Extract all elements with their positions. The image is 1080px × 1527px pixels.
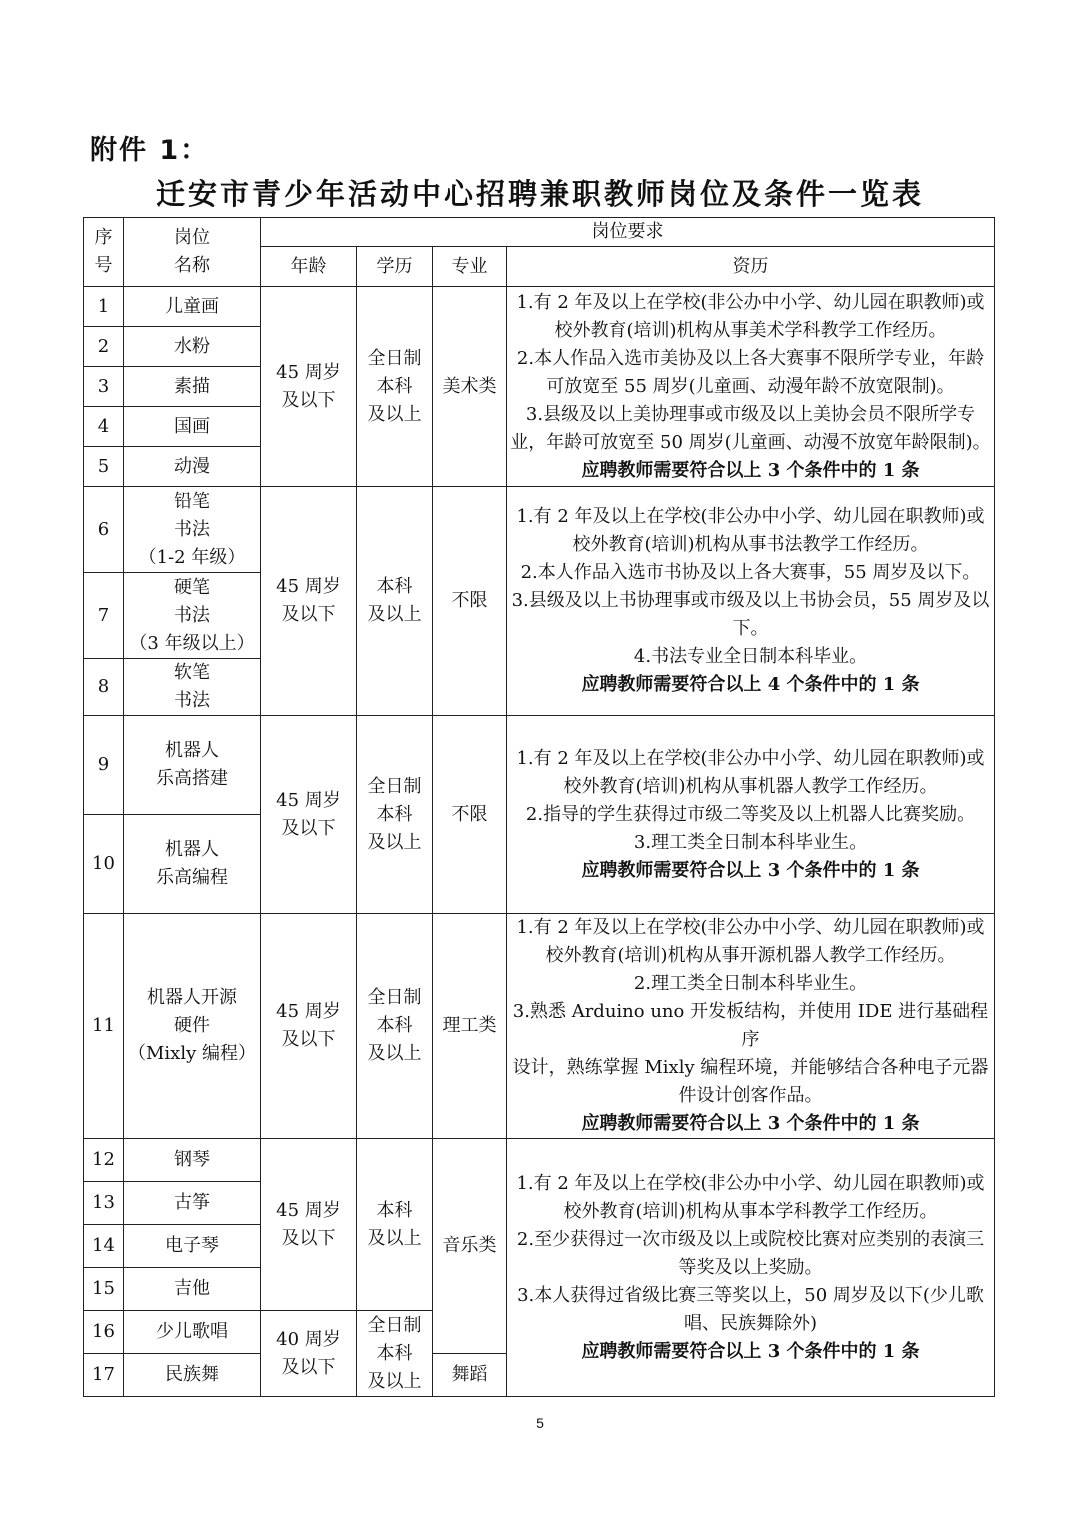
text-line: 45 周岁 — [276, 1001, 341, 1022]
text-line: 书法 — [174, 690, 210, 711]
text-line: 2.本人作品入选市美协及以上各大赛事不限所学专业，年龄 — [516, 347, 985, 369]
seq-cell: 17 — [84, 1354, 124, 1397]
text-line: 钢琴 — [174, 1149, 210, 1170]
text-line: 3.理工类全日制本科毕业生。 — [633, 831, 868, 853]
text-line: 40 周岁 — [276, 1328, 341, 1350]
qualification-note: 应聘教师需要符合以上 4 个条件中的 1 条 — [581, 674, 920, 695]
post-name-cell — [124, 327, 261, 367]
table-row — [84, 1139, 995, 1182]
text-line: 素描 — [174, 375, 210, 397]
header-qualification: 资历 — [507, 247, 995, 287]
seq-cell: 4 — [84, 407, 124, 447]
table-row — [84, 287, 995, 327]
post-name-cell — [124, 659, 261, 716]
post-name-cell — [124, 1268, 261, 1311]
annex-label: 附件 1： — [90, 135, 210, 166]
text-line: 硬笔 — [174, 576, 210, 598]
text-line: 软笔 — [174, 662, 210, 683]
text-line: 3.熟悉 Arduino uno 开发板结构，并使用 IDE 进行基础程序 — [512, 1001, 989, 1050]
qualification-note: 应聘教师需要符合以上 3 个条件中的 1 条 — [581, 1113, 920, 1134]
text-line: 全日制 — [367, 1314, 422, 1336]
text-line: 校外教育(培训)机构从事本学科教学工作经历。 — [563, 1200, 938, 1222]
post-name-cell — [124, 716, 261, 815]
text-line: 1.有 2 年及以上在学校(非公办中小学、幼儿园在职教师)或 — [516, 506, 985, 527]
text-line: 全日制 — [367, 775, 422, 797]
text-line: （Mixly 编程） — [128, 1043, 256, 1064]
text-line: 机器人 — [165, 839, 219, 860]
text-line: 4.书法专业全日制本科毕业。 — [633, 646, 868, 667]
education-cell — [357, 716, 433, 914]
major-cell: 理工类 — [433, 914, 507, 1139]
education-cell — [357, 1311, 433, 1397]
table-row — [84, 716, 995, 815]
qualification-cell — [507, 487, 995, 716]
text-line: 1.有 2 年及以上在学校(非公办中小学、幼儿园在职教师)或 — [516, 917, 985, 938]
text-line: 古筝 — [174, 1192, 210, 1213]
header-education: 学历 — [357, 247, 433, 287]
text-line: 动漫 — [174, 455, 210, 477]
text-line: 儿童画 — [165, 295, 219, 317]
qualification-cell — [507, 716, 995, 914]
text-line: 3.本人获得过省级比赛三等奖以上，50 周岁及以下(少儿歌 — [517, 1284, 984, 1306]
text-line: 2.指导的学生获得过市级二等奖及以上机器人比赛奖励。 — [525, 803, 976, 825]
seq-cell: 13 — [84, 1182, 124, 1225]
post-name-cell — [124, 487, 261, 573]
text-line: 及以上 — [367, 1370, 422, 1392]
text-line: 唱、民族舞除外) — [683, 1312, 818, 1334]
text-line: 本科 — [376, 1342, 413, 1364]
text-line: 全日制 — [367, 987, 422, 1008]
text-line: 2.理工类全日制本科毕业生。 — [633, 973, 868, 994]
text-line: 乐高搭建 — [156, 768, 228, 789]
education-cell — [357, 287, 433, 487]
positions-table — [83, 217, 995, 1397]
text-line: 国画 — [174, 415, 210, 437]
major-cell: 美术类 — [433, 287, 507, 487]
age-cell — [261, 716, 357, 914]
post-name-cell — [124, 1311, 261, 1354]
text-line: 少儿歌唱 — [156, 1321, 228, 1342]
text-line: 及以上 — [367, 1043, 422, 1064]
text-line: 1.有 2 年及以上在学校(非公办中小学、幼儿园在职教师)或 — [516, 747, 985, 769]
qualification-note: 应聘教师需要符合以上 3 个条件中的 1 条 — [581, 859, 920, 881]
post-name-cell — [124, 287, 261, 327]
text-line: 硬件 — [174, 1015, 210, 1036]
text-line: 本科 — [376, 1199, 413, 1221]
text-line: 及以下 — [281, 604, 336, 625]
text-line: 电子琴 — [165, 1235, 219, 1256]
qualification-cell — [507, 914, 995, 1139]
text-line: 本科 — [376, 375, 413, 397]
text-line: 及以上 — [367, 1227, 422, 1249]
major-cell: 舞蹈 — [433, 1354, 507, 1397]
text-line: 机器人 — [165, 740, 219, 761]
seq-cell: 15 — [84, 1268, 124, 1311]
post-name-cell — [124, 1182, 261, 1225]
text-line: 校外教育(培训)机构从事书法教学工作经历。 — [572, 534, 929, 555]
header-major: 专业 — [433, 247, 507, 287]
text-line: 乐高编程 — [156, 867, 228, 888]
text-line: 45 周岁 — [276, 576, 341, 597]
post-name-cell — [124, 1225, 261, 1268]
qualification-note: 应聘教师需要符合以上 3 个条件中的 1 条 — [581, 1340, 920, 1362]
text-line: 设计，熟练掌握 Mixly 编程环境，并能够结合各种电子元器 — [512, 1057, 989, 1078]
text-line: 45 周岁 — [276, 789, 341, 811]
text-line: 及以上 — [367, 403, 422, 425]
text-line: 全日制 — [367, 347, 422, 369]
text-line: 本科 — [376, 803, 413, 825]
table-row — [84, 914, 995, 1139]
text-line: 3.县级及以上美协理事或市级及以上美协会员不限所学专 — [525, 403, 976, 425]
text-line: 下。 — [732, 618, 769, 639]
text-line: 1.有 2 年及以上在学校(非公办中小学、幼儿园在职教师)或 — [516, 1172, 985, 1194]
major-cell: 不限 — [433, 487, 507, 716]
education-cell — [357, 1139, 433, 1311]
post-name-cell — [124, 815, 261, 914]
text-line: 吉他 — [174, 1278, 210, 1299]
text-line: 及以下 — [281, 1029, 336, 1050]
text-line: 本科 — [376, 576, 413, 597]
text-line: 2.本人作品入选市书协及以上各大赛事，55 周岁及以下。 — [520, 562, 981, 583]
text-line: 及以下 — [281, 389, 336, 411]
table-row — [84, 487, 995, 573]
text-line: 及以上 — [367, 604, 422, 625]
post-name-cell — [124, 1354, 261, 1397]
text-line: 民族舞 — [165, 1364, 219, 1385]
header-row-1 — [84, 218, 995, 247]
header-requirements: 岗位要求 — [261, 218, 995, 247]
seq-cell: 2 — [84, 327, 124, 367]
post-name-cell — [124, 1139, 261, 1182]
text-line: 铅笔 — [174, 490, 210, 512]
text-line: 45 周岁 — [276, 1199, 341, 1221]
post-name-cell — [124, 914, 261, 1139]
post-name-cell — [124, 367, 261, 407]
age-cell — [261, 1139, 357, 1311]
text-line: 业，年龄可放宽至 50 周岁(儿童画、动漫不放宽年龄限制)。 — [510, 431, 991, 453]
text-line: 3.县级及以上书协理事或市级及以上书协会员，55 周岁及以 — [511, 590, 990, 611]
major-cell: 音乐类 — [433, 1139, 507, 1354]
age-cell — [261, 1311, 357, 1397]
seq-cell: 3 — [84, 367, 124, 407]
text-line: 校外教育(培训)机构从事机器人教学工作经历。 — [563, 775, 938, 797]
seq-cell: 1 — [84, 287, 124, 327]
education-cell — [357, 487, 433, 716]
seq-cell: 16 — [84, 1311, 124, 1354]
seq-cell: 11 — [84, 914, 124, 1139]
text-line: 校外教育(培训)机构从事美术学科教学工作经历。 — [554, 319, 947, 341]
header-seq: 序 号 — [84, 218, 124, 287]
text-line: 书法 — [174, 604, 210, 626]
positions-table-body — [84, 218, 995, 1397]
post-name-cell — [124, 573, 261, 659]
text-line: 书法 — [174, 518, 210, 540]
seq-cell: 14 — [84, 1225, 124, 1268]
text-line: 本科 — [376, 1015, 413, 1036]
text-line: （1-2 年级） — [138, 546, 246, 568]
text-line: 45 周岁 — [276, 361, 341, 383]
text-line: 及以下 — [281, 817, 336, 839]
qualification-cell — [507, 287, 995, 487]
text-line: 校外教育(培训)机构从事开源机器人教学工作经历。 — [545, 945, 956, 966]
age-cell — [261, 914, 357, 1139]
seq-cell: 9 — [84, 716, 124, 815]
seq-cell: 7 — [84, 573, 124, 659]
page-number: 5 — [536, 1415, 544, 1431]
post-name-cell — [124, 407, 261, 447]
text-line: 等奖及以上奖励。 — [678, 1256, 823, 1278]
post-name-cell — [124, 447, 261, 487]
text-line: 可放宽至 55 周岁(儿童画、动漫年龄不放宽限制)。 — [546, 375, 955, 397]
seq-cell: 5 — [84, 447, 124, 487]
qualification-cell — [507, 1139, 995, 1397]
text-line: 水粉 — [174, 335, 210, 357]
text-line: 及以上 — [367, 831, 422, 853]
text-line: 件设计创客作品。 — [678, 1085, 823, 1106]
major-cell: 不限 — [433, 716, 507, 914]
age-cell — [261, 487, 357, 716]
seq-cell: 6 — [84, 487, 124, 573]
seq-cell: 8 — [84, 659, 124, 716]
text-line: 1.有 2 年及以上在学校(非公办中小学、幼儿园在职教师)或 — [516, 291, 985, 313]
header-age: 年龄 — [261, 247, 357, 287]
header-post: 岗位 名称 — [124, 218, 261, 287]
text-line: 2.至少获得过一次市级及以上或院校比赛对应类别的表演三 — [516, 1228, 985, 1250]
seq-cell: 12 — [84, 1139, 124, 1182]
text-line: 及以下 — [281, 1356, 336, 1378]
text-line: 机器人开源 — [147, 987, 237, 1008]
seq-cell: 10 — [84, 815, 124, 914]
text-line: （3 年级以上） — [129, 632, 255, 654]
age-cell — [261, 287, 357, 487]
education-cell — [357, 914, 433, 1139]
document-title: 迁安市青少年活动中心招聘兼职教师岗位及条件一览表 — [155, 177, 924, 211]
qualification-note: 应聘教师需要符合以上 3 个条件中的 1 条 — [581, 459, 920, 481]
text-line: 及以下 — [281, 1227, 336, 1249]
